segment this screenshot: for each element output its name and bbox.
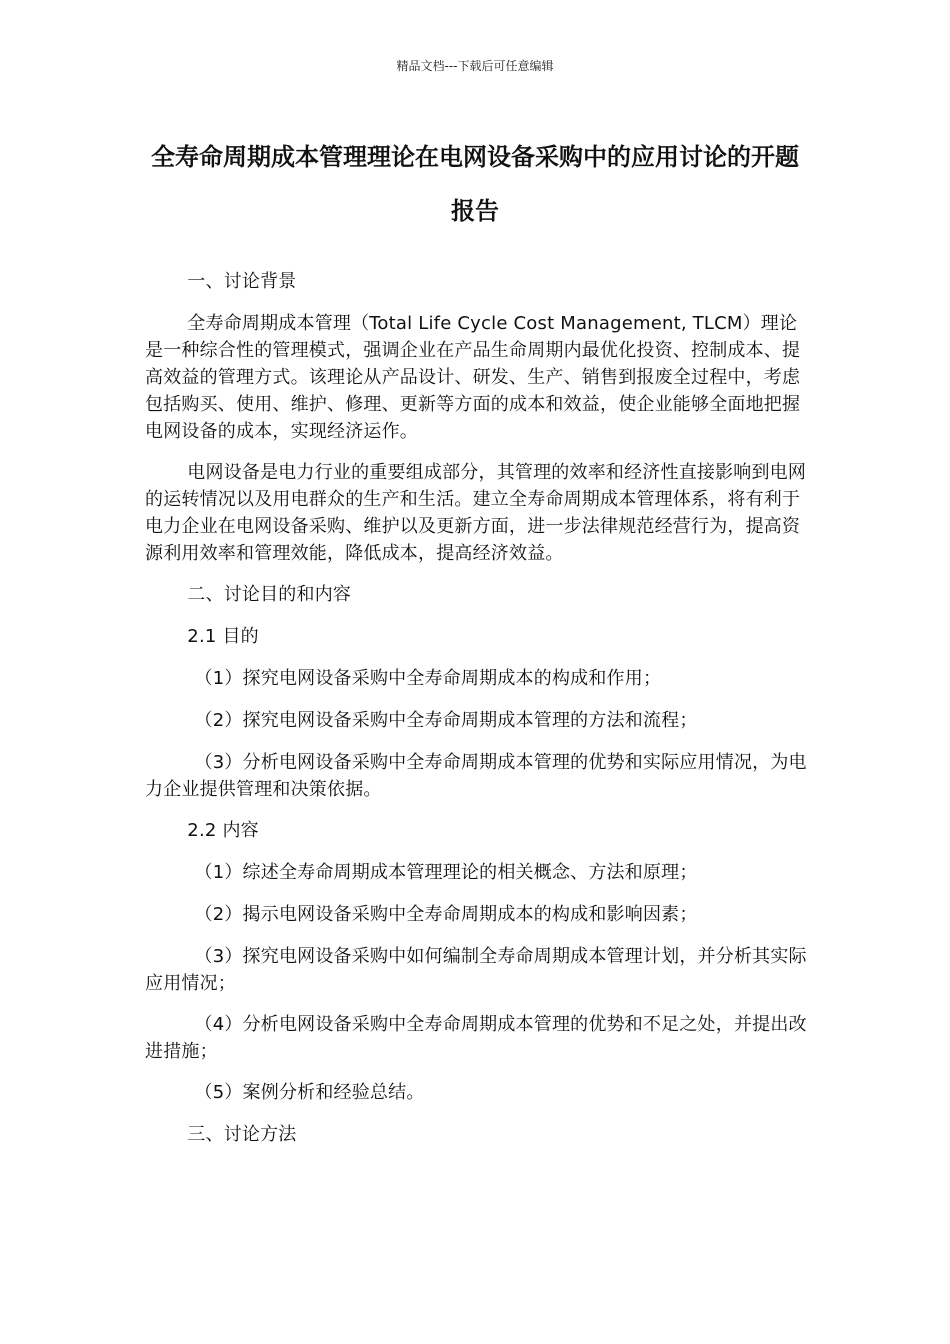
- content-item: （1）综述全寿命周期成本管理理论的相关概念、方法和原理；: [194, 862, 698, 883]
- subsection-heading-content: 2.2 内容: [187, 820, 259, 841]
- purpose-item: （2）探究电网设备采购中全寿命周期成本管理的方法和流程；: [194, 710, 698, 731]
- content-item: （5）案例分析和经验总结。: [194, 1082, 425, 1103]
- content-item: （2）揭示电网设备采购中全寿命周期成本的构成和影响因素；: [194, 904, 698, 925]
- purpose-item: （3）分析电网设备采购中全寿命周期成本管理的优势和实际应用情况，为电力企业提供管理和决策依据。: [145, 752, 807, 800]
- purpose-item: （1）探究电网设备采购中全寿命周期成本的构成和作用；: [194, 668, 662, 689]
- section-heading-background: 一、讨论背景: [187, 271, 297, 292]
- section-heading-method: 三、讨论方法: [187, 1124, 297, 1145]
- paragraph-tlcm-definition: 全寿命周期成本管理（Total Life Cycle Cost Management, TLCM）理论是一种综合性的管理模式，强调企业在产品生命周期内最优化投资、控制成本、提高效益的管理方式。该理论从产品设计、研发、生产、销售到报废全过程中，考虑包括购买、使用、维护、修理、更新等方面的成本和效益，使企业能够全面地把握电网设备的成本，实现经济运作。: [145, 313, 801, 442]
- header-note: 精品文档---下载后可任意编辑: [396, 59, 554, 73]
- content-item: （4）分析电网设备采购中全寿命周期成本管理的优势和不足之处，并提出改进措施；: [145, 1014, 807, 1062]
- document-title: 全寿命周期成本管理理论在电网设备采购中的应用讨论的开题报告: [151, 143, 799, 225]
- section-heading-purpose-content: 二、讨论目的和内容: [187, 584, 352, 605]
- subsection-heading-purpose: 2.1 目的: [187, 626, 259, 647]
- content-item: （3）探究电网设备采购中如何编制全寿命周期成本管理计划，并分析其实际应用情况；: [145, 946, 807, 994]
- document-body: [145, 268, 807, 1163]
- paragraph-grid-equipment: 电网设备是电力行业的重要组成部分，其管理的效率和经济性直接影响到电网的运转情况以及用电群众的生产和生活。建立全寿命周期成本管理体系，将有利于电力企业在电网设备采购、维护以及更新方面，进一步法律规范经营行为，提高资源利用效率和管理效能，降低成本，提高经济效益。: [145, 462, 807, 564]
